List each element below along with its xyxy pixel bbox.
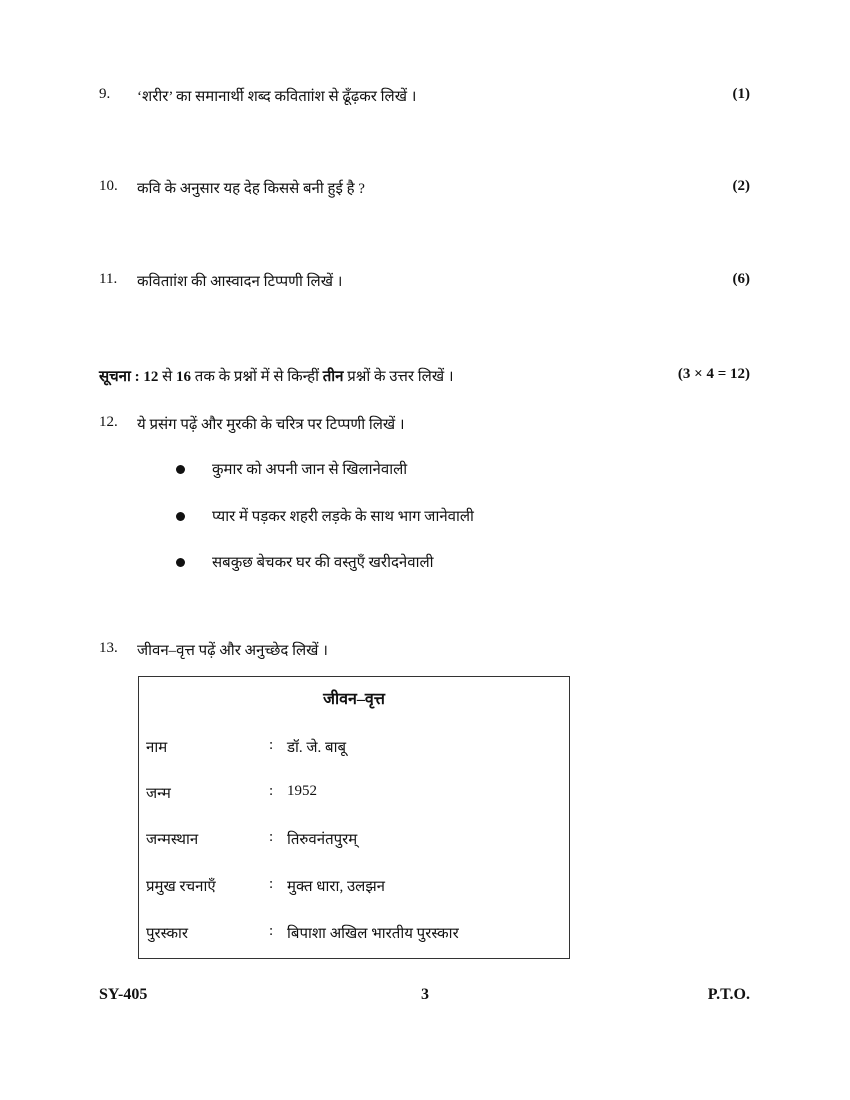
question-marks: (1) [732, 86, 750, 102]
biography-label: प्रमुख रचनाएँ [146, 879, 216, 895]
notice-text: प्रश्नों के उत्तर लिखें । [347, 369, 454, 385]
biography-value: तिरुवनंतपुरम् [287, 832, 358, 848]
question-number: 10. [99, 178, 118, 194]
bullet-icon [176, 465, 185, 474]
paper-code: SY-405 [99, 986, 148, 1003]
biography-box [138, 676, 570, 959]
question-marks: (2) [732, 178, 750, 194]
question-number: 9. [99, 86, 111, 102]
question-number: 11. [99, 271, 118, 287]
biography-colon: : [269, 876, 274, 892]
notice-text: से [162, 369, 173, 385]
biography-label: जन्मस्थान [146, 832, 199, 848]
notice-marks: (3 × 4 = 12) [677, 366, 750, 382]
biography-label: नाम [146, 740, 168, 756]
notice-count: तीन [322, 369, 344, 385]
notice-text: तक के प्रश्नों में से किन्हीं [194, 369, 319, 385]
biography-value: डॉ. जे. बाबू [287, 740, 347, 756]
biography-value: मुक्त धारा, उलझन [287, 879, 385, 895]
bullet-icon [176, 558, 185, 567]
notice-label: सूचना : [99, 369, 140, 385]
biography-title: जीवन–वृत्त [323, 691, 385, 708]
biography-label: जन्म [146, 786, 171, 802]
biography-colon: : [269, 737, 274, 753]
biography-colon: : [269, 829, 274, 845]
question-text: ‘शरीर’ का समानार्थी शब्द कविताांश से ढूँढ़कर लिखें । [137, 89, 417, 105]
notice-range-start: 12 [143, 369, 159, 385]
biography-colon: : [269, 783, 274, 799]
biography-value: 1952 [287, 783, 317, 799]
bullet-item: कुमार को अपनी जान से खिलानेवाली [212, 462, 408, 478]
biography-label: पुरस्कार [146, 926, 189, 942]
bullet-icon [176, 512, 185, 521]
section-notice [99, 366, 454, 386]
question-number: 13. [99, 640, 118, 656]
bullet-item: प्यार में पड़कर शहरी लड़के के साथ भाग जानेवाली [212, 509, 474, 525]
question-marks: (6) [732, 271, 750, 287]
question-text: कविताांश की आस्वादन टिप्पणी लिखें । [137, 274, 343, 290]
question-text: जीवन–वृत्त पढ़ें और अनुच्छेद लिखें । [137, 643, 328, 659]
question-text: ये प्रसंग पढ़ें और मुरकी के चरित्र पर टिप्पणी लिखें । [137, 417, 405, 433]
biography-value: बिपाशा अखिल भारतीय पुरस्कार [287, 926, 459, 942]
question-text: कवि के अनुसार यह देह किससे बनी हुई है ? [137, 181, 365, 197]
notice-range-end: 16 [176, 369, 192, 385]
biography-colon: : [269, 923, 274, 939]
bullet-item: सबकुछ बेचकर घर की वस्तुएँ खरीदनेवाली [212, 555, 434, 571]
pto-label: P.T.O. [707, 986, 750, 1003]
page-number: 3 [421, 986, 429, 1003]
question-number: 12. [99, 414, 118, 430]
